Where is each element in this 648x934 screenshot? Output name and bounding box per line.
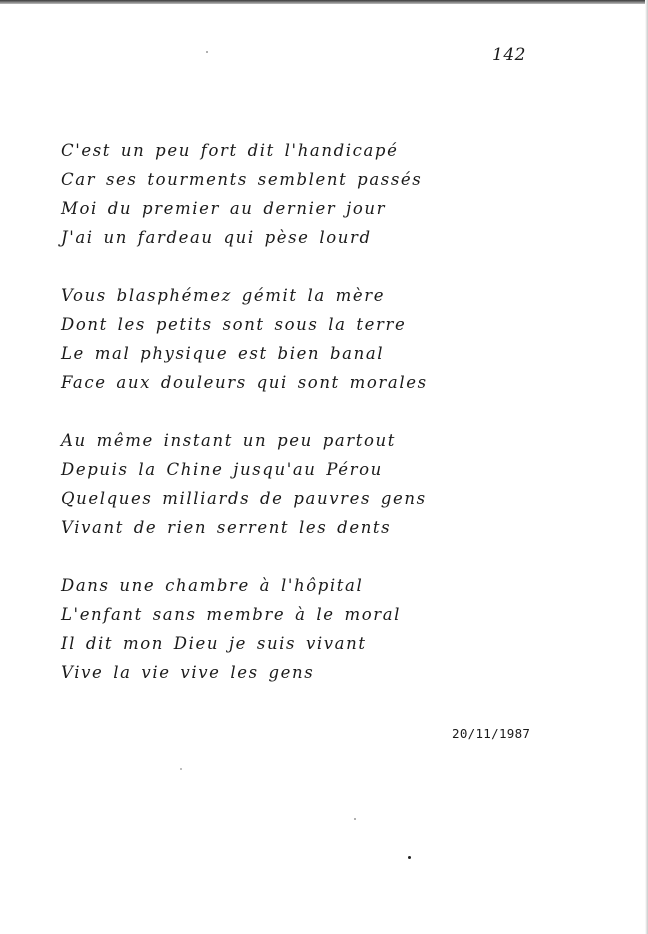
ink-speck bbox=[180, 768, 182, 770]
verse-line: Le mal physique est bien banal bbox=[61, 344, 385, 363]
verse-line: Car ses tourments semblent passés bbox=[61, 170, 423, 189]
verse-line: Depuis la Chine jusqu'au Pérou bbox=[61, 460, 383, 479]
verse-line: Moi du premier au dernier jour bbox=[61, 199, 387, 218]
verse-line: Au même instant un peu partout bbox=[61, 431, 396, 450]
verse-line: Vous blasphémez gémit la mère bbox=[61, 286, 386, 305]
stanza bbox=[61, 426, 428, 542]
verse-line: L'enfant sans membre à le moral bbox=[61, 605, 402, 624]
page-top-edge bbox=[0, 0, 648, 4]
verse-line: C'est un peu fort dit l'handicapé bbox=[61, 141, 399, 160]
verse-line: Il dit mon Dieu je suis vivant bbox=[61, 634, 367, 653]
verse-line: J'ai un fardeau qui pèse lourd bbox=[61, 228, 372, 247]
verse-line: Face aux douleurs qui sont morales bbox=[61, 373, 428, 392]
ink-speck bbox=[354, 818, 356, 820]
stanza bbox=[61, 571, 428, 687]
ink-speck bbox=[206, 51, 208, 53]
stanza bbox=[61, 136, 428, 252]
ink-speck bbox=[408, 856, 411, 859]
verse-line: Dans une chambre à l'hôpital bbox=[61, 576, 364, 595]
verse-line: Vive la vie vive les gens bbox=[61, 663, 315, 682]
verse-line: Dont les petits sont sous la terre bbox=[61, 315, 407, 334]
poem bbox=[61, 136, 428, 716]
stanza bbox=[61, 281, 428, 397]
page-number: 142 bbox=[492, 45, 526, 65]
poem-date: 20/11/1987 bbox=[452, 726, 531, 741]
verse-line: Vivant de rien serrent les dents bbox=[61, 518, 392, 537]
verse-line: Quelques milliards de pauvres gens bbox=[61, 489, 427, 508]
